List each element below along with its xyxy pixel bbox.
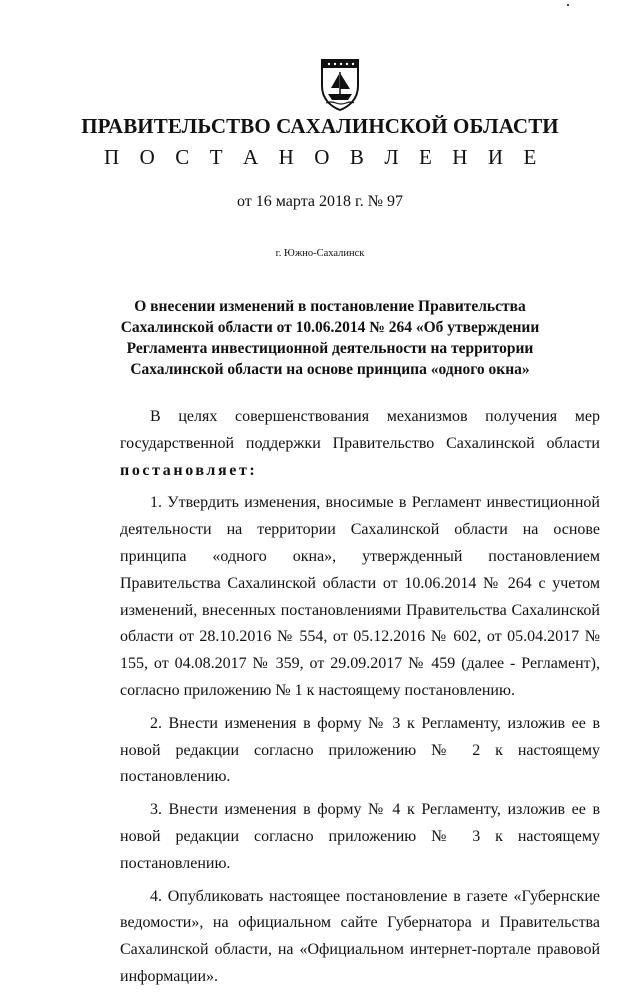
title-line: Сахалинской области на основе принципа «одного окна» <box>130 361 530 378</box>
title-line: О внесении изменений в постановление Правительства <box>134 298 526 315</box>
preamble-paragraph <box>120 404 600 484</box>
decree-date-number: от 16 марта 2018 г. № 97 <box>237 193 403 210</box>
clause-3: 3. Внести изменения в форму № 4 к Регламенту, изложив ее в новой редакции согласно приложению № 3 к настоящему постановлению. <box>120 801 600 872</box>
clause-2: 2. Внести изменения в форму № 3 к Регламенту, изложив ее в новой редакции согласно приложению № 2 к настоящему постановлению. <box>120 714 600 786</box>
scan-speck <box>567 4 569 6</box>
operative-keyword: постановляет: <box>120 461 258 479</box>
document-title <box>80 296 580 380</box>
coat-of-arms-icon <box>318 56 362 112</box>
title-line: Регламента инвестиционной деятельности на территории <box>126 340 534 357</box>
clause-1: 1. Утвердить изменения, вносимые в Регламент инвестиционной деятельности на территории Сахалинской области на основе принципа «одного окна», утвержденный постановлением Правительства Сахалинской области от 10.06.2014 № 264 с учетом изменений, внесенных постановлениями Правительства Сахалинской области от 28.10.2016 № 554, от 05.12.2016 № 602, от 05.04.2017 № 155, от 04.08.2017 № 359, от 29.09.2017 № 459 (далее - Регламент), согласно приложению № 1 к настоящему постановлению. <box>120 494 600 699</box>
clause-4: 4. Опубликовать настоящее постановление в газете «Губернские ведомости», на официальном сайте Губернатора и Правительства Сахалинской области, на «Официальном интернет-портале правовой информации». <box>120 887 600 985</box>
title-line: Сахалинской области от 10.06.2014 № 264 «Об утверждении <box>120 319 540 336</box>
preamble-text: В целях совершенствования механизмов получения мер государственной поддержки Правительство Сахалинской области <box>120 408 600 452</box>
city: г. Южно-Сахалинск <box>275 248 365 259</box>
document-type: П О С Т А Н О В Л Е Н И Е <box>104 145 544 169</box>
government-name: ПРАВИТЕЛЬСТВО САХАЛИНСКОЙ ОБЛАСТИ <box>81 114 559 138</box>
document-body <box>120 404 600 997</box>
